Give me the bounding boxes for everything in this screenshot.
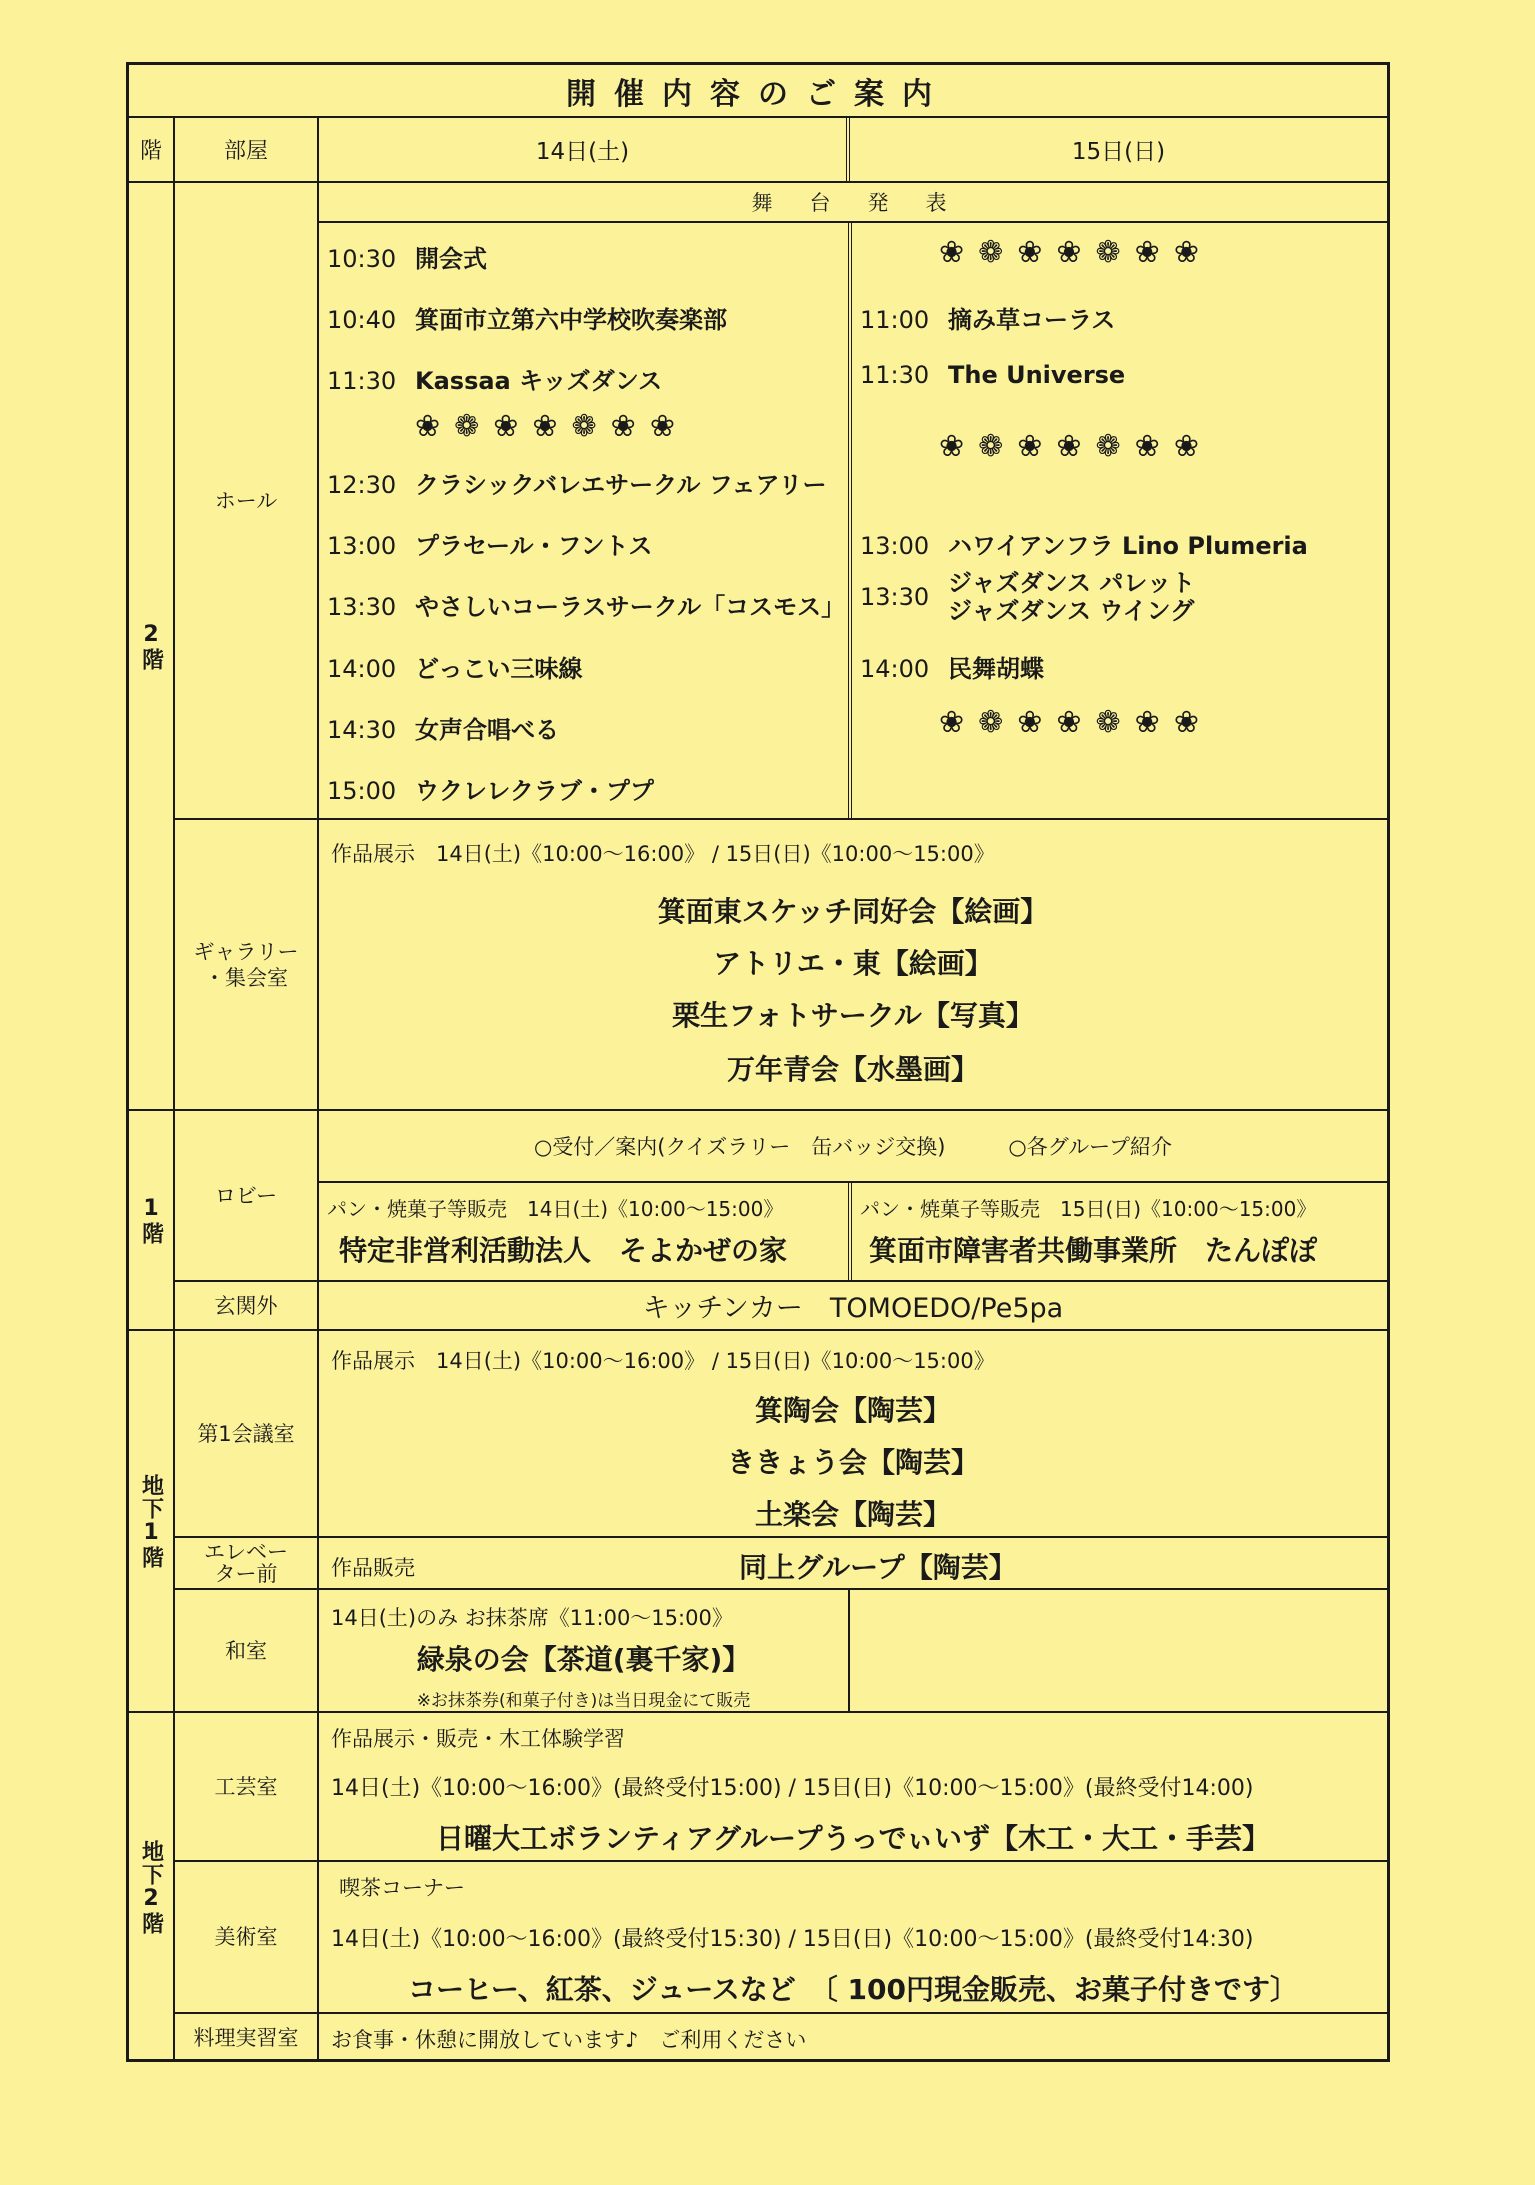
d1-item: 12:30 クラシックバレエサークル フェアリー [327, 471, 827, 499]
group-name: 万年青会【水墨画】 [726, 1053, 979, 1086]
room-hall: ホール [175, 183, 319, 820]
bijutsu-note: 喫茶コーナー [339, 1876, 465, 1900]
d1-item: 13:30 やさしいコーラスサークル「コスモス」 [327, 593, 846, 621]
gallery-content [319, 820, 1387, 1111]
room-entrance: 玄関外 [175, 1282, 319, 1331]
d2-item: 13:30 ジャズダンス パレット ジャズダンス ウイング [860, 569, 1196, 625]
floor-b1: 地下1階 [129, 1331, 175, 1713]
d1-item: 14:30 女声合唱べる [327, 716, 559, 744]
group-name: 箕面東スケッチ同好会【絵画】 [657, 895, 1049, 928]
page-title: 開催内容のご案内 [566, 76, 950, 112]
hall-content [319, 183, 1387, 820]
d1-item: 13:00 プラセール・フントス [327, 532, 653, 560]
d1-item: 14:00 どっこい三味線 [327, 655, 583, 683]
washitsu-name: 緑泉の会【茶道(裏千家)】 [416, 1643, 751, 1676]
lobby-divider [848, 1183, 852, 1280]
header-day2: 15日(日) [1071, 139, 1166, 165]
group-name: 栗生フォトサークル【写真】 [672, 999, 1034, 1032]
lobby-left-name: 特定非営利活動法人 そよかぜの家 [339, 1234, 788, 1267]
title-row [129, 65, 1387, 118]
ryouri-content [319, 2014, 1387, 2062]
group-name: ききょう会【陶芸】 [726, 1446, 979, 1479]
elevator-text: 同上グループ【陶芸】 [739, 1551, 1017, 1584]
room-gallery: ギャラリー ・集会室 [175, 820, 319, 1111]
d2-item: 11:00 摘み草コーラス [860, 306, 1116, 334]
washitsu-content [319, 1590, 1387, 1713]
room-bijutsu: 美術室 [175, 1862, 319, 2014]
group-name: 土楽会【陶芸】 [754, 1498, 951, 1531]
header-day1: 14日(土) [319, 118, 850, 181]
lobby-right-name: 箕面市障害者共働事業所 たんぽぽ [869, 1234, 1318, 1267]
d1-item: 10:30 開会式 [327, 245, 487, 273]
room-lobby: ロビー [175, 1111, 319, 1282]
kougei-content [319, 1713, 1387, 1862]
lobby-content [319, 1111, 1387, 1282]
meeting1-content [319, 1331, 1387, 1538]
room-kougei: 工芸室 [175, 1713, 319, 1862]
room-ryouri: 料理実習室 [175, 2014, 319, 2062]
entrance-content [319, 1282, 1387, 1331]
washitsu-sub: ※お抹茶券(和菓子付き)は当日現金にて販売 [416, 1691, 751, 1711]
kougei-name: 日曜大工ボランティアグループうっでぃいず【木工・大工・手芸】 [435, 1822, 1271, 1855]
lobby-left-note: パン・焼菓子等販売 14日(土)《10:00～15:00》 [327, 1197, 784, 1221]
kitchen-car: キッチンカー TOMOEDO/Pe5pa [642, 1293, 1064, 1324]
d2-item: 11:30 The Universe [860, 361, 1126, 389]
room-washitsu: 和室 [175, 1590, 319, 1713]
bijutsu-name: コーヒー、紅茶、ジュースなど 〔 100円現金販売、お菓子付きです〕 [408, 1973, 1298, 2006]
bijutsu-content [319, 1862, 1387, 2014]
room-elevator: エレベー ター前 [175, 1538, 319, 1590]
header-row [129, 118, 1387, 183]
schedule-table [126, 62, 1390, 2062]
floor-2f: 2階 [129, 183, 175, 1111]
d1-item: 11:30 Kassaa キッズダンス [327, 367, 663, 395]
stage-banner: 舞 台 発 表 [319, 183, 1387, 223]
floor-1f: 1階 [129, 1111, 175, 1331]
d1-item: 15:00 ウクレレクラブ・ププ [327, 777, 654, 805]
room-meeting1: 第1会議室 [175, 1331, 319, 1538]
group-name: アトリエ・東【絵画】 [713, 947, 993, 980]
elevator-label: 作品販売 [331, 1556, 415, 1580]
d2-item: 13:00 ハワイアンフラ Lino Plumeria [860, 532, 1308, 560]
header-room: 部屋 [175, 118, 319, 181]
kougei-times: 14日(土)《10:00～16:00》(最終受付15:00) / 15日(日)《10:00～15:00》(最終受付14:00) [331, 1776, 1254, 1801]
ryouri-text: お食事・休憩に開放しています♪ ご利用ください [331, 2028, 807, 2052]
d2-item: 14:00 民舞胡蝶 [860, 655, 1044, 683]
kougei-note: 作品展示・販売・木工体験学習 [331, 1727, 625, 1751]
header-floor: 階 [129, 118, 175, 181]
flower-decoration: ❀❁❀❀❁❀❀ [939, 235, 1213, 270]
meeting1-note: 作品展示 14日(土)《10:00～16:00》 / 15日(日)《10:00～15:00》 [331, 1349, 995, 1373]
washitsu-divider [848, 1590, 850, 1711]
day-divider [848, 223, 852, 818]
group-name: 箕陶会【陶芸】 [754, 1394, 951, 1427]
d1-item: 10:40 箕面市立第六中学校吹奏楽部 [327, 306, 727, 334]
gallery-note: 作品展示 14日(土)《10:00～16:00》 / 15日(日)《10:00～15:00》 [331, 842, 995, 866]
flower-decoration: ❀❁❀❀❁❀❀ [939, 705, 1213, 740]
flower-decoration: ❀❁❀❀❁❀❀ [939, 429, 1213, 464]
bijutsu-times: 14日(土)《10:00～16:00》(最終受付15:30) / 15日(日)《10:00～15:00》(最終受付14:30) [331, 1927, 1254, 1952]
washitsu-note: 14日(土)のみ お抹茶席《11:00～15:00》 [331, 1606, 733, 1630]
lobby-right-note: パン・焼菓子等販売 15日(日)《10:00～15:00》 [860, 1197, 1317, 1221]
flower-decoration: ❀❁❀❀❁❀❀ [415, 409, 689, 444]
floor-b2: 地下2階 [129, 1713, 175, 2062]
elevator-content [319, 1538, 1387, 1590]
lobby-reception: ○受付／案内(クイズラリー 缶バッジ交換) ○各グループ紹介 [319, 1111, 1387, 1183]
